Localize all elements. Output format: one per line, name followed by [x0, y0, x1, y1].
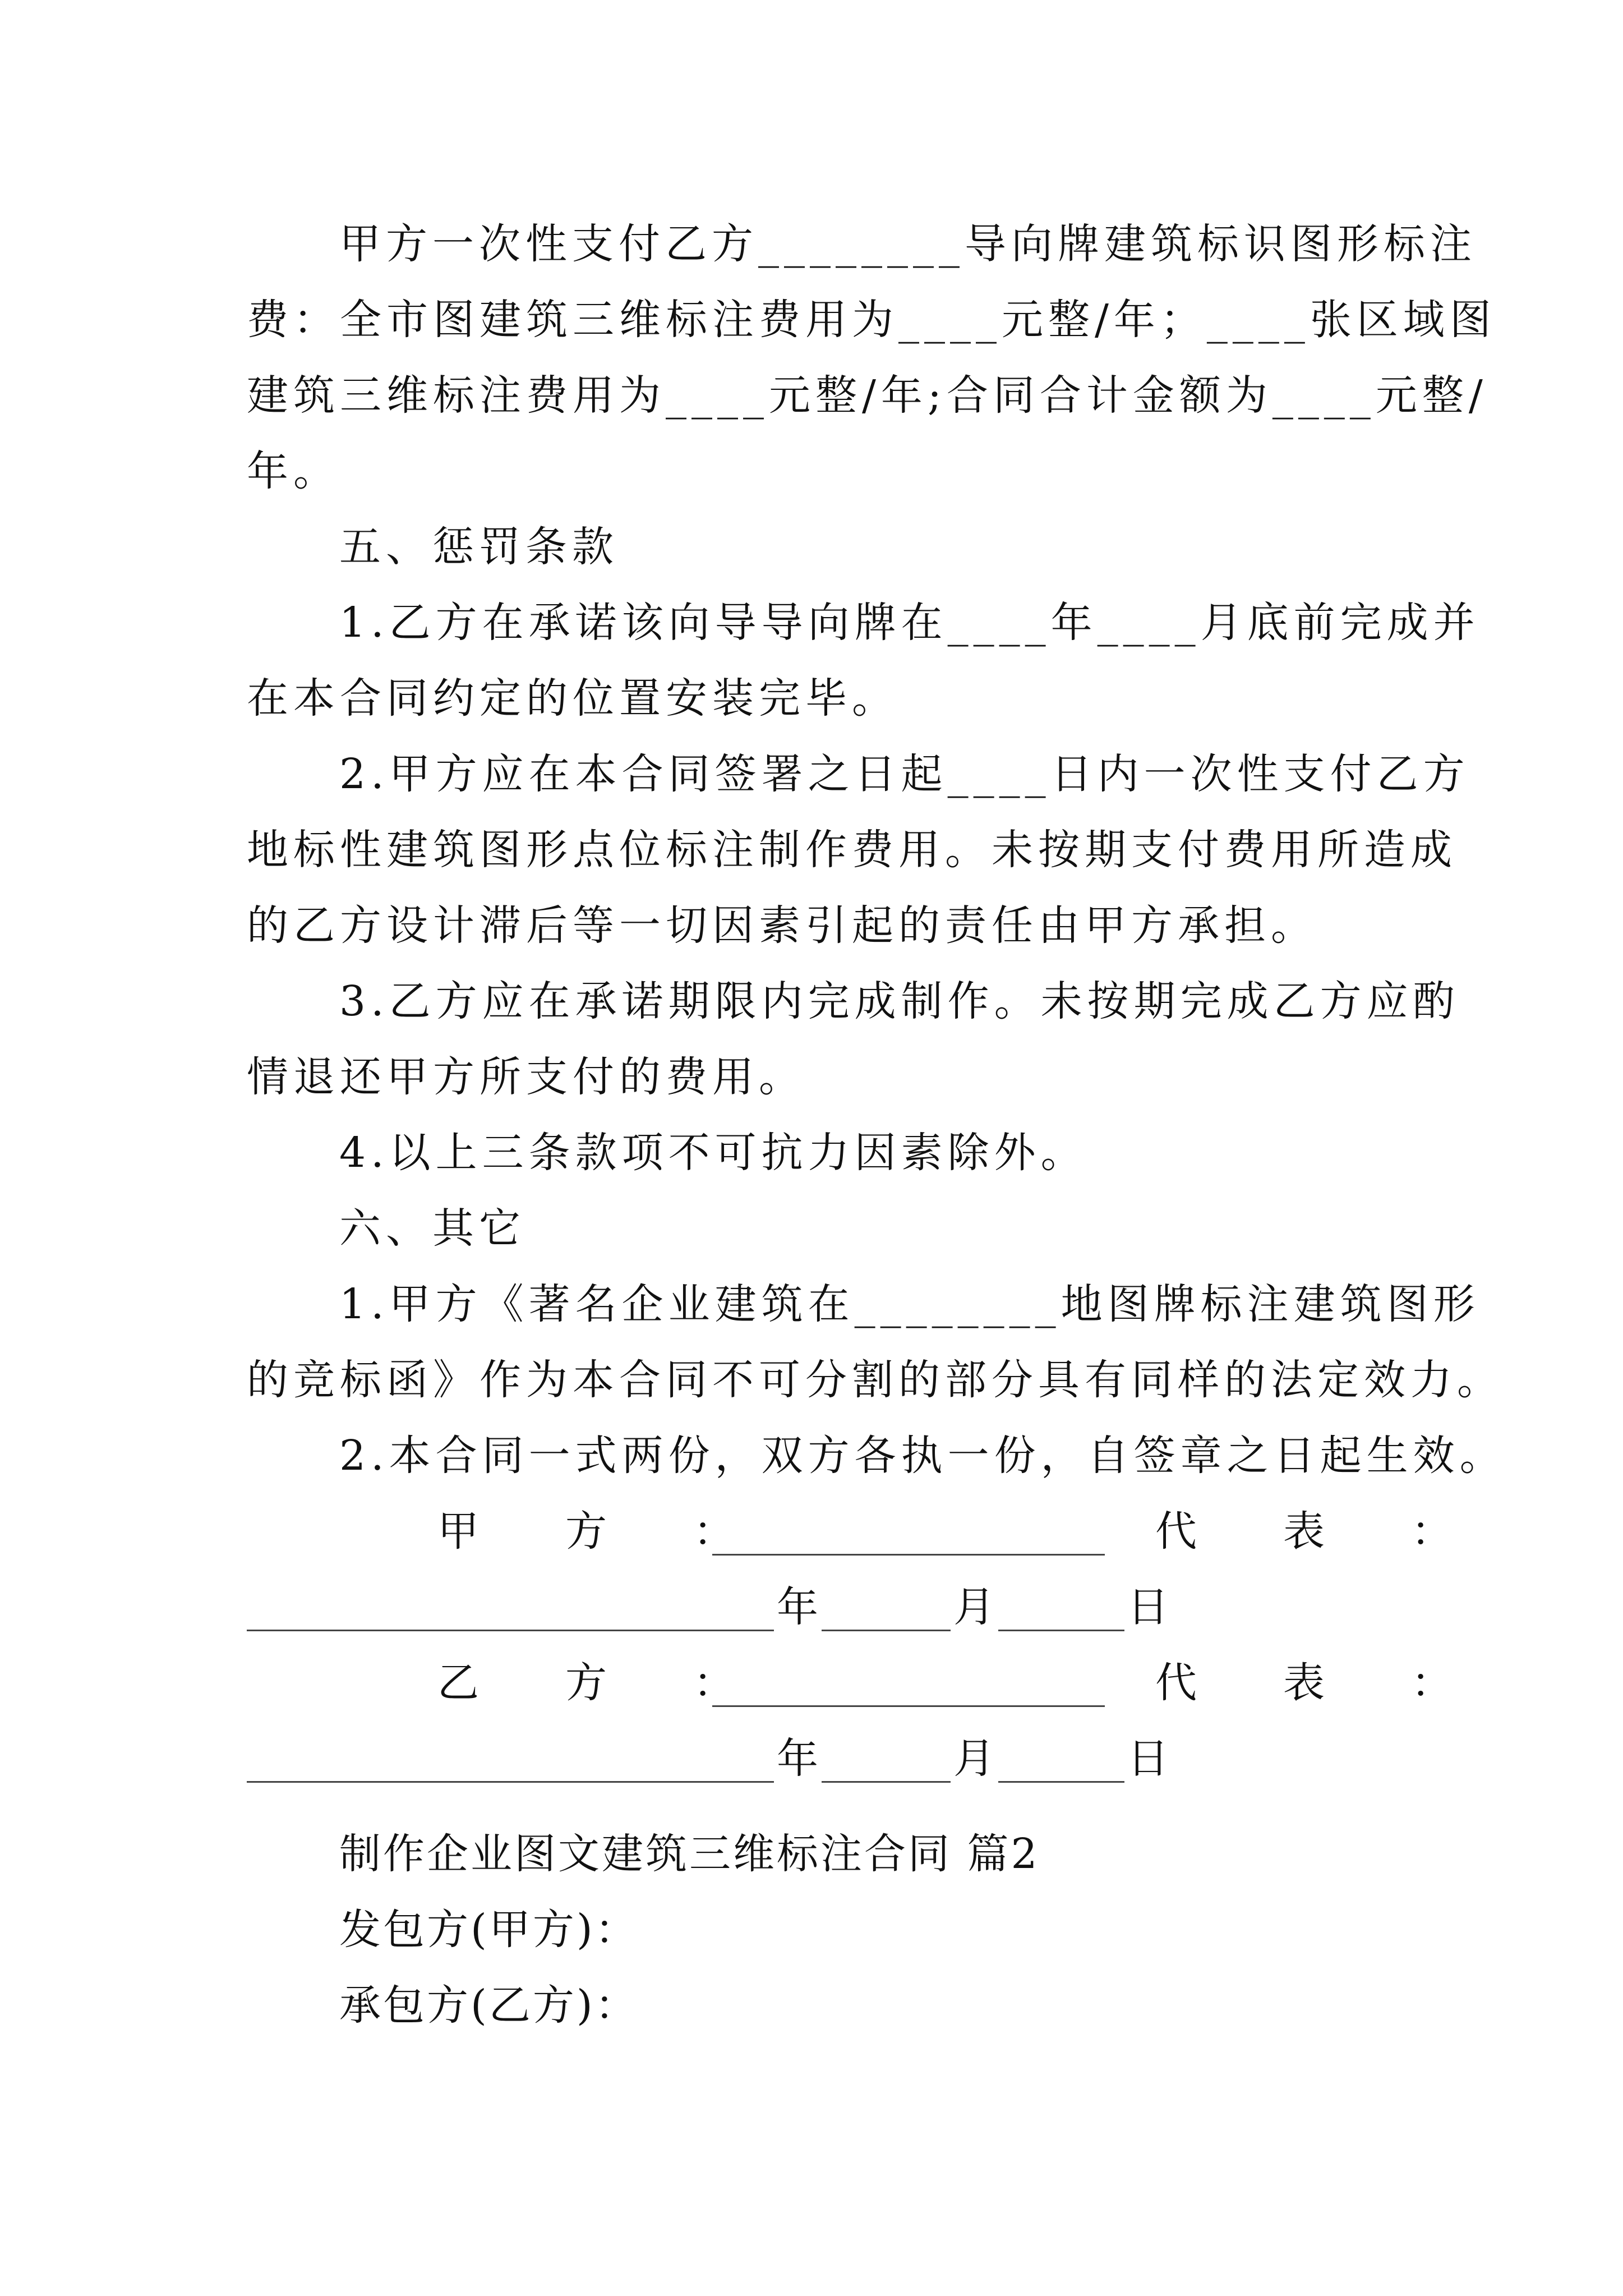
party-a-month-label: 月	[953, 1583, 995, 1631]
section-6-heading: 六、其它	[339, 1204, 525, 1253]
clause-6-2: 2.本合同一式两份，双方各执一份，自签章之日起生效。	[339, 1432, 1506, 1480]
employer-party-line: 发包方(甲方)：	[339, 1906, 639, 1954]
party-b-representative-label: 代 表 ：	[1155, 1659, 1475, 1707]
payment-line-1: 甲方一次性支付乙方________导向牌建筑标识图形标注	[339, 220, 1477, 268]
payment-line-3: 建筑三维标注费用为____元整/年;合同合计金额为____元整/	[247, 371, 1488, 420]
section-5-heading: 五、惩罚条款	[339, 523, 619, 571]
party-a-signature-line	[712, 1554, 1105, 1556]
party-a-month-blank	[822, 1630, 951, 1631]
payment-line-2: 费：全市图建筑三维标注费用为____元整/年；____张区域图	[247, 296, 1496, 344]
party-b-representative-line	[247, 1781, 774, 1783]
clause-5-4: 4.以上三条款项不可抗力因素除外。	[339, 1129, 1087, 1177]
payment-line-4: 年。	[247, 447, 340, 495]
party-a-representative-label: 代 表 ：	[1155, 1507, 1475, 1556]
party-b-day-label: 日	[1127, 1734, 1169, 1783]
clause-5-3-line-2: 情退还甲方所支付的费用。	[247, 1053, 805, 1101]
clause-5-2-line-1: 2.甲方应在本合同签署之日起____日内一次性支付乙方	[339, 750, 1470, 798]
party-a-day-blank	[998, 1630, 1124, 1631]
party-b-month-label: 月	[953, 1734, 995, 1783]
clause-5-1-line-1: 1.乙方在承诺该向导导向牌在____年____月底前完成并	[339, 599, 1480, 647]
contractor-party-line: 承包方(乙方)：	[339, 1981, 639, 2030]
party-b-month-blank	[822, 1781, 951, 1783]
clause-5-2-line-2: 地标性建筑图形点位标注制作费用。未按期支付费用所造成	[247, 826, 1457, 874]
clause-6-1-line-2: 的竞标函》作为本合同不可分割的部分具有同样的法定效力。	[247, 1356, 1504, 1404]
party-a-label: 甲 方 ：	[437, 1507, 757, 1556]
clause-5-2-line-3: 的乙方设计滞后等一切因素引起的责任由甲方承担。	[247, 901, 1317, 950]
party-b-signature-line	[712, 1705, 1105, 1707]
party-b-day-blank	[998, 1781, 1124, 1783]
clause-6-1-line-1: 1.甲方《著名企业建筑在________地图牌标注建筑图形	[339, 1280, 1480, 1328]
party-a-year-label: 年	[777, 1583, 818, 1631]
clause-5-3-line-1: 3.乙方应在承诺期限内完成制作。未按期完成乙方应酌	[339, 977, 1460, 1025]
party-b-year-label: 年	[777, 1734, 818, 1783]
party-a-representative-line	[247, 1630, 774, 1631]
party-b-label: 乙 方 ：	[437, 1659, 757, 1707]
next-contract-title: 制作企业图文建筑三维标注合同 篇2	[339, 1830, 1040, 1878]
clause-5-1-line-2: 在本合同约定的位置安装完毕。	[247, 674, 898, 723]
party-a-day-label: 日	[1127, 1583, 1169, 1631]
